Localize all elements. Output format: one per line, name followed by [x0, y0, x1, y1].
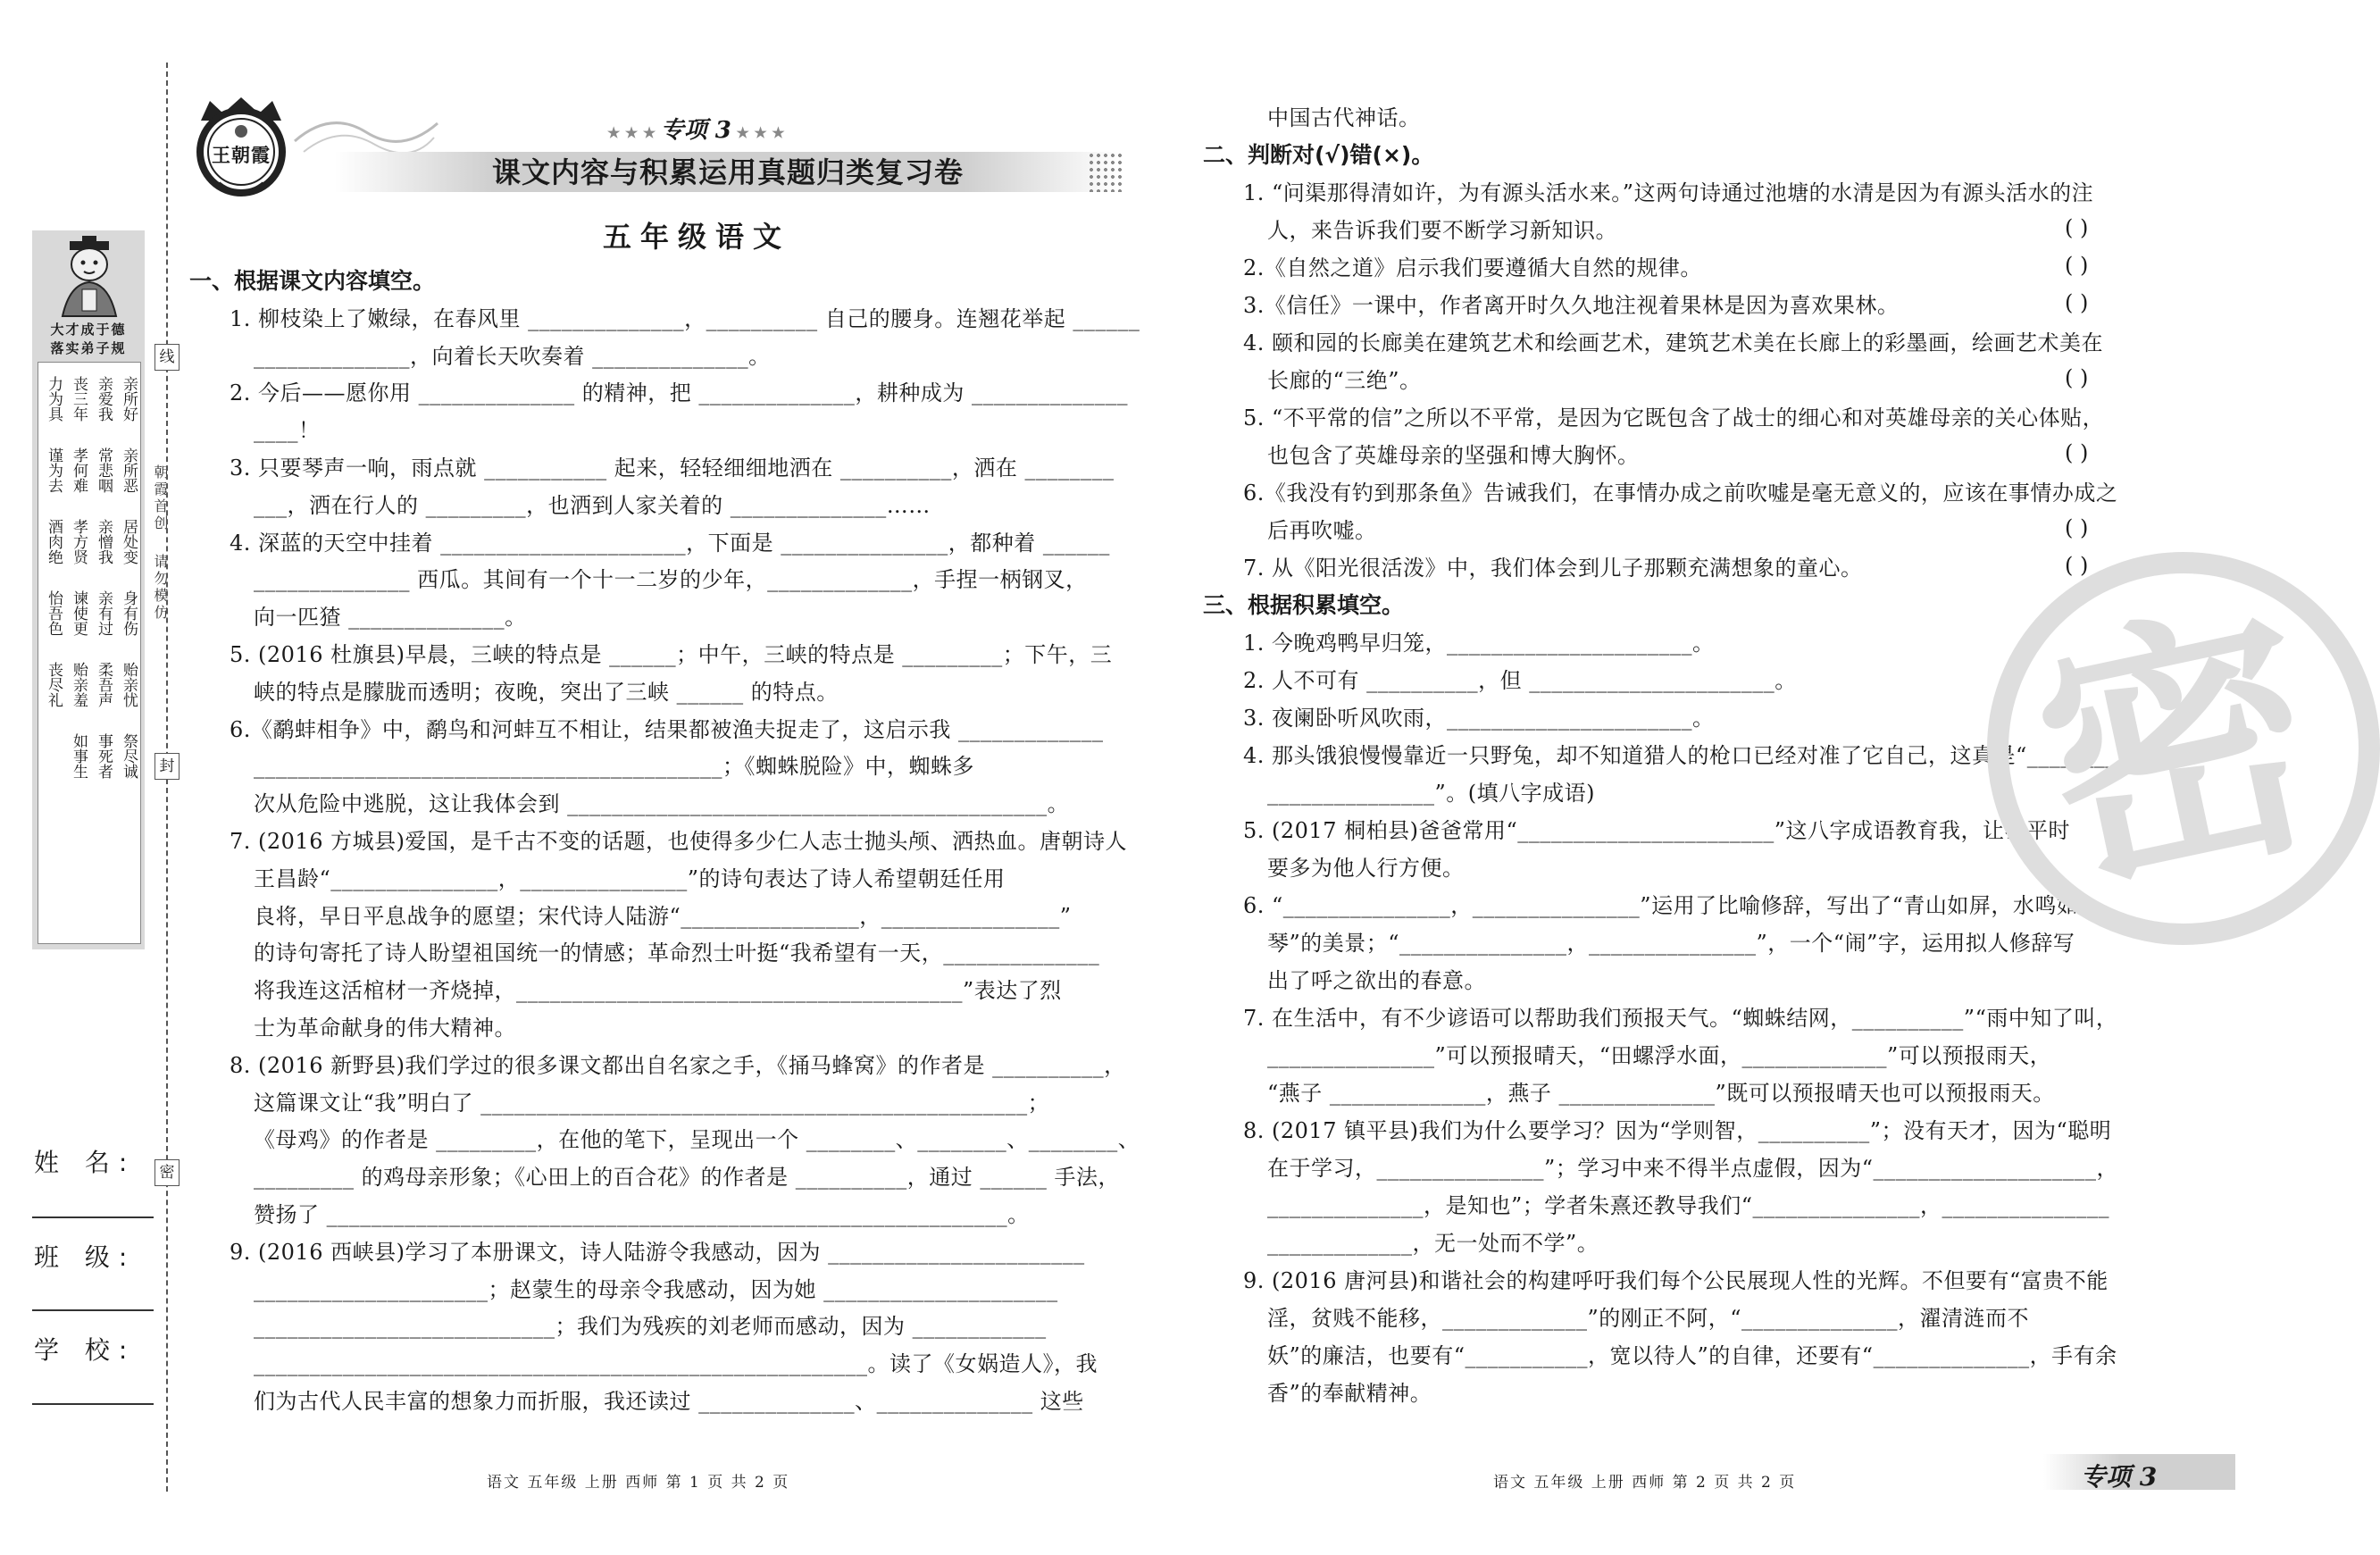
question-line: 长廊的“三绝”。	[1267, 368, 1422, 393]
poem-column: 亲憎我	[95, 518, 113, 564]
scholar-portrait-icon	[43, 234, 136, 319]
question-line: 出了呼之欲出的春意。	[1267, 968, 1486, 993]
poem-column: 如事生	[70, 732, 88, 779]
watermark-seal	[1987, 552, 2380, 945]
poem-column: 居处变	[120, 518, 138, 564]
question-line: ___________________________；我们为残疾的刘老师而感动，因为 ____________	[254, 1314, 1047, 1340]
question-line: _______________”。(填八字成语)	[1267, 781, 1595, 806]
poem-column: 怡吾色	[45, 589, 63, 636]
judge-answer-5[interactable]: ( )	[2065, 440, 2089, 465]
question-line: 也包含了英雄母亲的坚强和博大胸怀。	[1267, 443, 1640, 468]
class-field[interactable]	[32, 1309, 154, 1311]
judge-answer-4[interactable]: ( )	[2065, 365, 2089, 390]
poem-column: 亲所恶	[120, 447, 138, 493]
seal-char-mi: 密	[154, 1159, 180, 1186]
question-line: 4. 颐和园的长廊美在建筑艺术和绘画艺术，建筑艺术美在长廊上的彩墨画，绘画艺术美在	[1243, 330, 2104, 355]
poem-column: 谨为去	[45, 447, 63, 493]
seal-char-xian: 线	[154, 344, 180, 371]
question-line: 的诗句寄托了诗人盼望祖国统一的情感；革命烈士叶挺“我希望有一天，______________	[254, 941, 1100, 966]
question-line: 3. 只要琴声一响，雨点就 ___________ 起来，轻轻细细地洒在 __________，洒在 ________	[230, 456, 1115, 481]
question-line: 2.《自然之道》启示我们要遵循大自然的规律。	[1243, 255, 1702, 280]
poem-column: 柔吾声	[95, 661, 113, 707]
question-line: 士为革命献身的伟大精神。	[254, 1016, 516, 1041]
poem-column: 亲有过	[95, 589, 113, 636]
question-line: 9. (2016 唐河县)和谐社会的构建呼吁我们每个公民展现人性的光辉。不但要有“富贵不能	[1243, 1268, 2109, 1293]
school-field-label: 学 校:	[34, 1335, 137, 1365]
question-line: 人，来告诉我们要不断学习新知识。	[1267, 218, 1617, 243]
question-line: 们为古代人民丰富的想象力而折服，我还读过 ______________、______________ 这些	[254, 1389, 1084, 1414]
judge-answer-6[interactable]: ( )	[2065, 515, 2089, 540]
sidebar-motto-top: 大才成于德	[50, 322, 127, 338]
judge-answer-1[interactable]: ( )	[2065, 215, 2089, 240]
question-line: 将我连这活棺材一齐烧掉，________________________________________”表达了烈	[254, 978, 1062, 1004]
class-field-label: 班 级:	[34, 1242, 137, 1272]
vertical-note-2: 请勿模仿	[152, 554, 169, 622]
question-line: 5. (2017 桐柏县)爸爸常用“_______________________”这八字成语教育我，让我平时	[1243, 818, 2070, 843]
poem-column: 丧三年	[70, 375, 88, 422]
poem-column: 贻亲忧	[120, 661, 138, 707]
question-line: 6.《鹬蚌相争》中，鹬鸟和河蚌互不相让，结果都被渔夫捉走了，这启示我 _____________	[230, 716, 1104, 742]
poem-column: 孝方贤	[70, 518, 88, 564]
name-field[interactable]	[32, 1216, 154, 1218]
question-line: 中国古代神话。	[1267, 105, 1421, 130]
question-line: 2. 人不可有 __________，但 ______________________。	[1243, 668, 1797, 693]
question-line: 妖”的廉洁，也要有“___________，宽以待人”的自律，还要有“______________，手有余	[1267, 1343, 2117, 1368]
poem-column: 常悲咽	[95, 447, 113, 493]
question-line: 次从危险中逃脱，这让我体会到 ___________________________________________。	[254, 791, 1070, 817]
question-line: _______________”可以预报晴天，“田螺浮水面，_____________”可以预报雨天，	[1267, 1043, 2052, 1068]
question-line: ____！	[254, 418, 321, 444]
question-line: 8. (2017 镇平县)我们为什么要学习？因为“学则智，__________”；没有天才，因为“聪明	[1243, 1118, 2112, 1143]
footer-right: 语文 五年级 上册 西师 第 2 页 共 2 页	[1493, 1474, 1797, 1492]
name-field-label: 姓 名:	[34, 1148, 137, 1177]
school-field[interactable]	[32, 1403, 154, 1405]
question-line: 峡的特点是朦胧而透明；夜晚，突出了三峡 ______ 的特点。	[254, 679, 839, 705]
question-line: 《母鸡》的作者是 _________，在他的笔下，呈现出一个 ________、________、________、	[254, 1127, 1140, 1153]
question-line: 8. (2016 新野县)我们学过的很多课文都出自名家之手，《捅马蜂窝》的作者是 __________，	[230, 1052, 1126, 1078]
question-line: _____________________；赵蒙生的母亲令我感动，因为她 _____________________	[254, 1276, 1058, 1302]
question-line: 5. (2016 杜旗县)早晨，三峡的特点是 ______；中午，三峡的特点是 _________；下午，三	[230, 642, 1113, 667]
question-line: 7. (2016 方城县)爱国，是千古不变的话题，也使得多少仁人志士抛头颅、洒热血。唐朝诗人	[230, 829, 1127, 854]
question-line: 4. 那头饿狼慢慢靠近一只野兔，却不知道猎人的枪口已经对准了它自己，这真是“________	[1243, 743, 2117, 768]
vertical-note-1: 朝霞首创	[152, 464, 169, 532]
question-line: 香”的奉献精神。	[1267, 1381, 1432, 1406]
question-line: _________ 的鸡母亲形象；《心田上的百合花》的作者是 __________，通过 ______ 手法，	[254, 1165, 1121, 1191]
question-line: 7. 在生活中，有不少谚语可以帮助我们预报天气。“蜘蛛结网，__________”“雨中知了叫，	[1243, 1006, 2118, 1031]
brand-name: 王朝霞	[212, 144, 271, 166]
question-line: “燕子 ______________，燕子 ______________”既可以预报晴天也可以预报雨天。	[1267, 1081, 2055, 1106]
poem-column: 事死者	[95, 732, 113, 779]
judge-answer-7[interactable]: ( )	[2065, 553, 2089, 578]
question-line: 琴”的美景；“_______________，_______________”，一个“闹”字，运用拟人修辞写	[1267, 931, 2075, 956]
poem-column: 祭尽诚	[120, 732, 138, 779]
question-line: 7. 从《阳光很活泼》中，我们体会到儿子那颗充满想象的童心。	[1243, 556, 1863, 581]
poem-column: 亲所好	[120, 375, 138, 422]
question-line: 1. “问渠那得清如许，为有源头活水来。”这两句诗通过池塘的水清是因为有源头活水的注	[1243, 180, 2094, 205]
question-line: 要多为他人行方便。	[1267, 856, 1465, 881]
poem-column: 孝何难	[70, 447, 88, 493]
question-line: 向一匹猹 ______________。	[254, 605, 527, 631]
question-line: 这篇课文让“我”明白了 _________________________________________________；	[254, 1090, 1050, 1116]
question-line: 4. 深蓝的天空中挂着 ______________________，下面是 _______________，都种着 ______	[230, 530, 1110, 556]
question-line: ___，洒在行人的 _________，也洒到人家关着的 ______________……	[254, 492, 931, 518]
footer-left: 语文 五年级 上册 西师 第 1 页 共 2 页	[487, 1474, 790, 1492]
question-line: 5. “不平常的信”之所以不平常，是因为它既包含了战士的细心和对英雄母亲的关心体贴，	[1243, 405, 2105, 431]
question-line: 赞扬了 _____________________________________________________________。	[254, 1202, 1030, 1227]
question-line: 王昌龄“_______________，_______________”的诗句表达了诗人希望朝廷任用	[254, 865, 1006, 891]
paper-title: 课文内容与积累运用真题归类复习卷	[491, 155, 964, 189]
section-heading: 一、根据课文内容填空。	[189, 268, 436, 294]
poem-column: 亲爱我	[95, 375, 113, 422]
poem-column: 力为具	[45, 375, 63, 422]
sidebar-poem	[38, 362, 141, 944]
judge-answer-3[interactable]: ( )	[2065, 290, 2089, 315]
question-line: 3. 夜阑卧听风吹雨，______________________。	[1243, 706, 1715, 731]
question-line: 6. “_______________，_______________”运用了比喻修辞，写出了“青山如屏，水鸣如	[1243, 893, 2079, 918]
question-line: 淫，贫贱不能移，_____________”的刚正不阿，“______________，濯清涟而不	[1267, 1306, 2030, 1331]
star-icon: ★ ★ ★	[607, 124, 661, 141]
question-line: 在于学习，_______________”；学习中来不得半点虚假，因为“____________________，	[1267, 1156, 2119, 1181]
question-line: ______________，向着长天吹奏着 ______________。	[254, 343, 771, 369]
question-line: 后再吹嘘。	[1267, 518, 1377, 543]
seal-char-feng: 封	[154, 753, 180, 780]
question-line: 6.《我没有钓到那条鱼》告诫我们，在事情办成之前吹嘘是毫无意义的，应该在事情办成之	[1243, 481, 2118, 506]
watermark-char: 密	[2014, 571, 2342, 932]
poem-column: 酒肉绝	[45, 518, 63, 564]
footer-tag: 专项 3	[2081, 1462, 2158, 1492]
judge-answer-2[interactable]: ( )	[2065, 253, 2089, 278]
question-line: _______________________________________________________。读了《女娲造人》，我	[254, 1351, 1098, 1377]
question-line: 良将，早日平息战争的愿望；宋代诗人陆游“________________，________________”	[254, 903, 1072, 929]
poem-column: 身有伤	[120, 589, 138, 636]
poem-column: 丧尽礼	[45, 661, 63, 707]
section-heading: 三、根据积累填空。	[1203, 592, 1405, 618]
poem-column: 贻亲羞	[70, 661, 88, 707]
series-tag	[607, 112, 785, 145]
question-line: 2. 今后——愿你用 ______________ 的精神，把 ______________，耕种成为 ______________	[230, 380, 1129, 406]
question-line: ______________ 西瓜。其间有一个十一二岁的少年，_____________，手捏一柄钢叉，	[254, 567, 1088, 593]
question-line: 3.《信任》一课中，作者离开时久久地注视着果林是因为喜欢果林。	[1243, 293, 1900, 318]
question-line: 1. 今晚鸡鸭早归笼，______________________。	[1243, 631, 1715, 656]
question-line: 9. (2016 西峡县)学习了本册课文，诗人陆游令我感动，因为 _______________________	[230, 1239, 1085, 1265]
paper-subtitle: 五年级语文	[602, 220, 790, 254]
section-heading: 二、判断对(√)错(×)。	[1203, 142, 1434, 168]
question-line: __________________________________________；《蜘蛛脱险》中，蜘蛛多	[254, 754, 974, 780]
question-line: _____________，无一处而不学”。	[1267, 1231, 1599, 1256]
series-label: 专项 3	[660, 117, 731, 144]
poem-column: 谏使更	[70, 589, 88, 636]
question-line: ______________，是知也”；学者朱熹还教导我们“_______________，_______________	[1267, 1193, 2110, 1218]
star-icon: ★ ★ ★	[731, 124, 785, 141]
question-line: 1. 柳枝染上了嫩绿，在春风里 ______________，__________ 自己的腰身。连翘花举起 ______	[230, 305, 1140, 331]
sidebar-motto-bottom: 落实弟子规	[50, 340, 127, 356]
